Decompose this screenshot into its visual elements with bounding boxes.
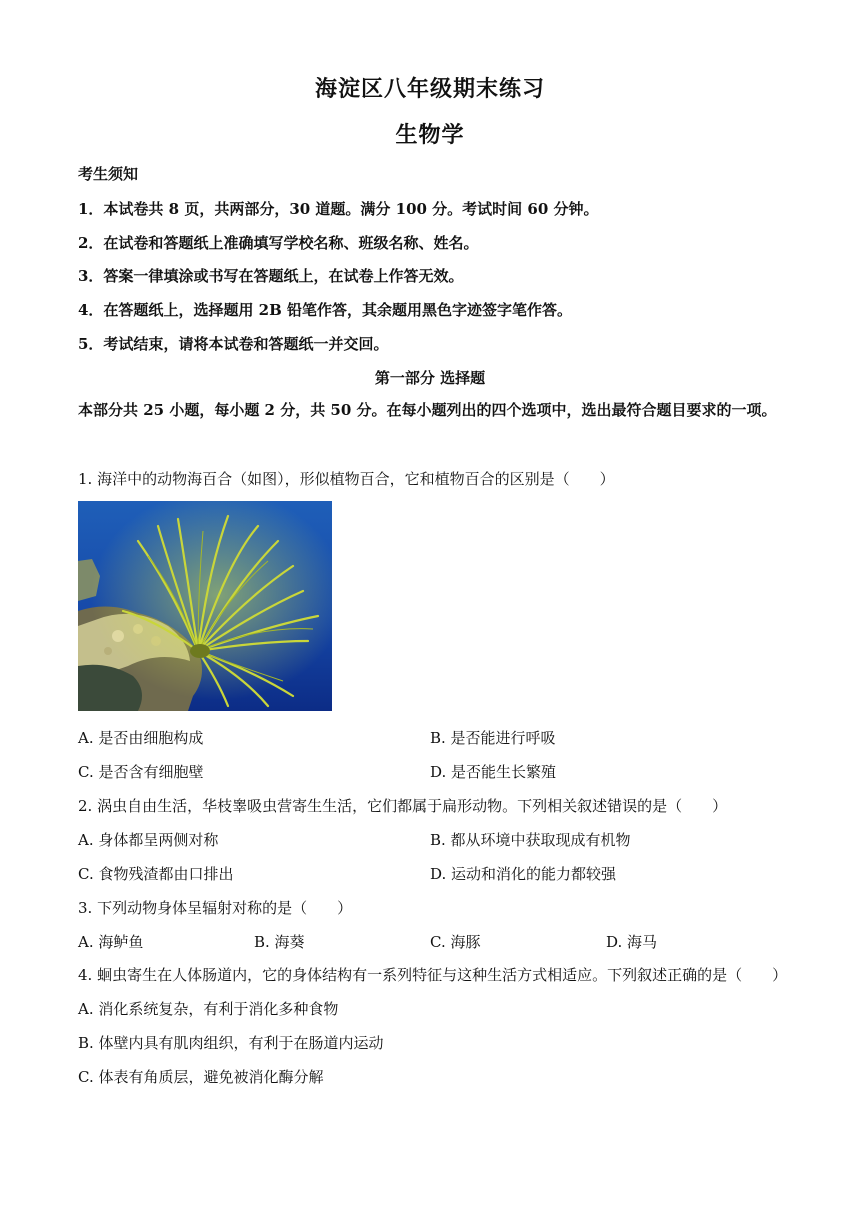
- notice-item: 2．在试卷和答题纸上准确填写学校名称、班级名称、姓名。: [78, 234, 479, 252]
- option-c: C. 食物残渣都由口排出: [78, 865, 234, 883]
- option-a: A. 身体都呈两侧对称: [78, 831, 219, 849]
- option-d: D. 海马: [606, 933, 658, 951]
- exam-subject: 生物学: [395, 122, 465, 148]
- question-stem: 2. 涡虫自由生活，华枝睾吸虫营寄生生活，它们都属于扁形动物。下列相关叙述错误的是（ ）: [78, 797, 728, 815]
- notice-item: 5．考试结束，请将本试卷和答题纸一并交回。: [78, 335, 389, 353]
- question-stem: 3. 下列动物身体呈辐射对称的是（ ）: [78, 899, 353, 917]
- question-stem: 1. 海洋中的动物海百合（如图），形似植物百合，它和植物百合的区别是（ ）: [78, 470, 615, 488]
- exam-title: 海淀区八年级期末练习: [314, 76, 545, 102]
- option-d: D. 运动和消化的能力都较强: [430, 865, 617, 883]
- option-c: C. 海豚: [430, 933, 481, 951]
- option-b: B. 体壁内具有肌肉组织，有利于在肠道内运动: [78, 1034, 384, 1052]
- notice-heading: 考生须知: [78, 165, 139, 183]
- option-b: B. 海葵: [254, 933, 305, 951]
- option-c: C. 体表有角质层，避免被消化酶分解: [78, 1068, 324, 1086]
- part-heading: 第一部分 选择题: [374, 369, 486, 387]
- part-instruction: 本部分共 25 小题，每小题 2 分，共 50 分。在每小题列出的四个选项中，选出最符合题目要求的一项。: [78, 401, 777, 419]
- option-b: B. 都从环境中获取现成有机物: [430, 831, 631, 849]
- option-a: A. 是否由细胞构成: [78, 729, 204, 747]
- option-b: B. 是否能进行呼吸: [430, 729, 556, 747]
- option-c: C. 是否含有细胞壁: [78, 763, 204, 781]
- question-stem: 4. 蛔虫寄生在人体肠道内，它的身体结构有一系列特征与这种生活方式相适应。下列叙述正确的是（ ）: [78, 966, 788, 984]
- sea-lily-photo: [78, 501, 332, 711]
- notice-item: 4．在答题纸上，选择题用 2B 铅笔作答，其余题用黑色字迹签字笔作答。: [78, 301, 572, 319]
- option-d: D. 是否能生长繁殖: [430, 763, 557, 781]
- notice-item: 1．本试卷共 8 页，共两部分，30 道题。满分 100 分。考试时间 60 分钟。: [78, 200, 599, 218]
- option-a: A. 海鲈鱼: [78, 933, 144, 951]
- option-a: A. 消化系统复杂，有利于消化多种食物: [78, 1000, 339, 1018]
- notice-item: 3．答案一律填涂或书写在答题纸上，在试卷上作答无效。: [78, 267, 464, 285]
